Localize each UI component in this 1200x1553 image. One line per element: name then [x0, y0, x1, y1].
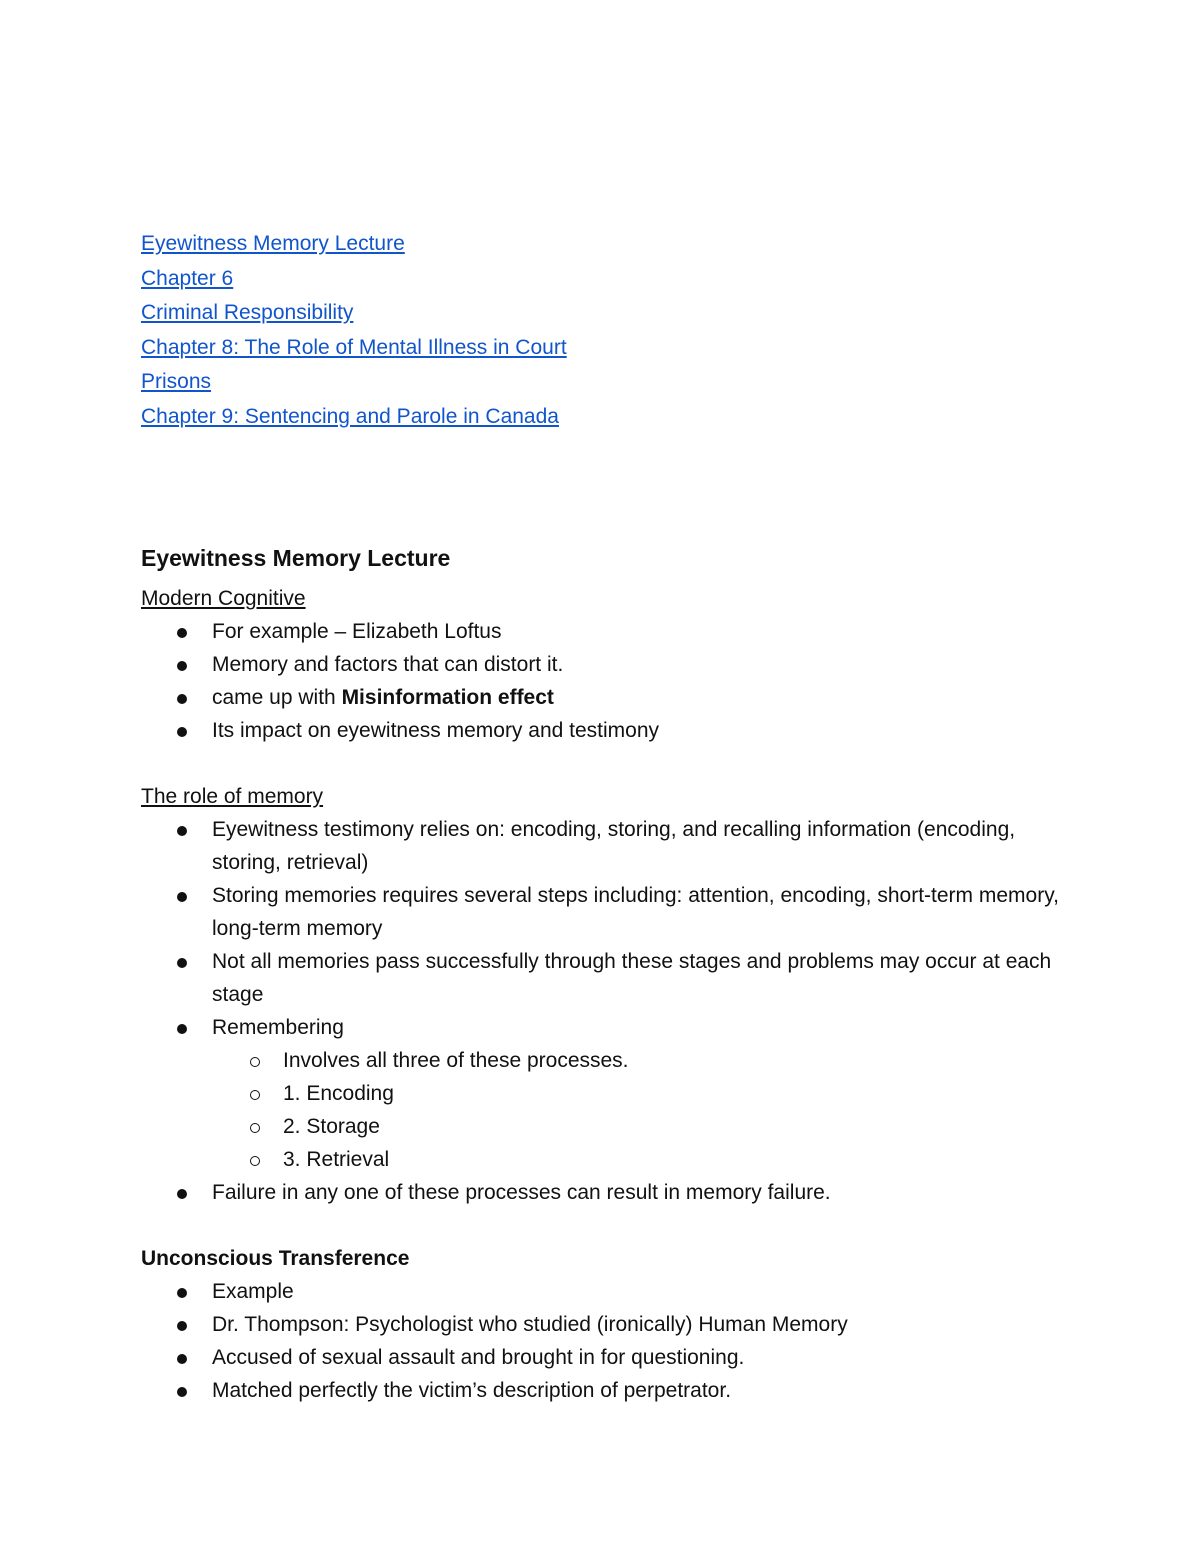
sub-list-item-text: Involves all three of these processes.: [283, 1049, 629, 1072]
sub-list-item-text: 3. Retrieval: [283, 1148, 390, 1171]
list-item: [141, 1308, 1061, 1341]
unconscious-transference-heading: Unconscious Transference: [141, 1247, 410, 1270]
list-item-text: Example: [212, 1280, 294, 1303]
list-item: [141, 1275, 1061, 1308]
list-item-text: Memory and factors that can distort it.: [212, 653, 564, 676]
toc-link-chapter-6[interactable]: Chapter 6: [141, 266, 234, 290]
sub-list-item-text: 1. Encoding: [283, 1082, 394, 1105]
role-of-memory-heading: The role of memory: [141, 785, 324, 808]
list-item: [141, 945, 1061, 1011]
section-title: Eyewitness Memory Lecture: [141, 545, 451, 571]
sub-list-item: [212, 1143, 1061, 1176]
modern-cognitive-list: [141, 615, 1061, 747]
list-item-text: Its impact on eyewitness memory and testimony: [212, 719, 660, 742]
toc-link-chapter-9[interactable]: Chapter 9: Sentencing and Parole in Canada: [141, 404, 559, 428]
spacer: [141, 1209, 1061, 1242]
bullet-icon: [177, 1354, 187, 1364]
list-item-text: Dr. Thompson: Psychologist who studied (ironically) Human Memory: [212, 1313, 848, 1336]
role-of-memory-list: [141, 813, 1061, 1209]
list-item-text: Remembering: [212, 1016, 344, 1039]
list-item-text: Matched perfectly the victim’s description of perpetrator.: [212, 1379, 732, 1402]
hollow-bullet-icon: [250, 1090, 260, 1100]
list-item: [141, 1341, 1061, 1374]
modern-cognitive-heading: Modern Cognitive: [141, 587, 306, 610]
list-item: [141, 1176, 1061, 1209]
list-item-text: Eyewitness testimony relies on: encoding, storing, and recalling information (encoding, storing, retrieval): [212, 818, 1016, 874]
bullet-icon: [177, 661, 187, 671]
list-item: [141, 879, 1061, 945]
list-item-text: Storing memories requires several steps including: attention, encoding, short-term memory, long-term memory: [212, 884, 1059, 940]
list-item: [141, 681, 1061, 714]
bullet-icon: [177, 1288, 187, 1298]
sub-list-item-text: 2. Storage: [283, 1115, 380, 1138]
remembering-sublist: [212, 1044, 1061, 1176]
hollow-bullet-icon: [250, 1156, 260, 1166]
list-item-text: Accused of sexual assault and brought in for questioning.: [212, 1346, 745, 1369]
list-item-text: Not all memories pass successfully through these stages and problems may occur at each stage: [212, 950, 1052, 1006]
list-item: [141, 1011, 1061, 1176]
sub-list-item: [212, 1044, 1061, 1077]
hollow-bullet-icon: [250, 1123, 260, 1133]
toc-link-eyewitness-memory-lecture[interactable]: Eyewitness Memory Lecture: [141, 232, 405, 255]
bullet-icon: [177, 958, 187, 968]
list-item: [141, 615, 1061, 648]
sub-list-item: [212, 1077, 1061, 1110]
list-item-text: came up with: [212, 686, 342, 709]
hollow-bullet-icon: [250, 1057, 260, 1067]
list-item-text: Failure in any one of these processes can result in memory failure.: [212, 1181, 831, 1204]
bullet-icon: [177, 727, 187, 737]
toc-link-prisons[interactable]: Prisons: [141, 370, 212, 394]
unconscious-transference-list: [141, 1275, 1061, 1407]
bullet-icon: [177, 694, 187, 704]
list-item: [141, 648, 1061, 681]
misinformation-effect-term: Misinformation effect: [341, 686, 554, 709]
list-item: [141, 1374, 1061, 1407]
list-item: [141, 714, 1061, 747]
toc-link-criminal-responsibility[interactable]: Criminal Responsibility: [141, 301, 354, 325]
sub-list-item: [212, 1110, 1061, 1143]
table-of-contents: [141, 227, 567, 435]
bullet-icon: [177, 892, 187, 902]
toc-link-chapter-8[interactable]: Chapter 8: The Role of Mental Illness in Court: [141, 335, 567, 359]
bullet-icon: [177, 1189, 187, 1199]
bullet-icon: [177, 628, 187, 638]
document-body: [141, 540, 1061, 1407]
bullet-icon: [177, 826, 187, 836]
list-item: [141, 813, 1061, 879]
bullet-icon: [177, 1024, 187, 1034]
bullet-icon: [177, 1387, 187, 1397]
bullet-icon: [177, 1321, 187, 1331]
spacer: [141, 747, 1061, 780]
list-item-text: For example – Elizabeth Loftus: [212, 620, 502, 643]
